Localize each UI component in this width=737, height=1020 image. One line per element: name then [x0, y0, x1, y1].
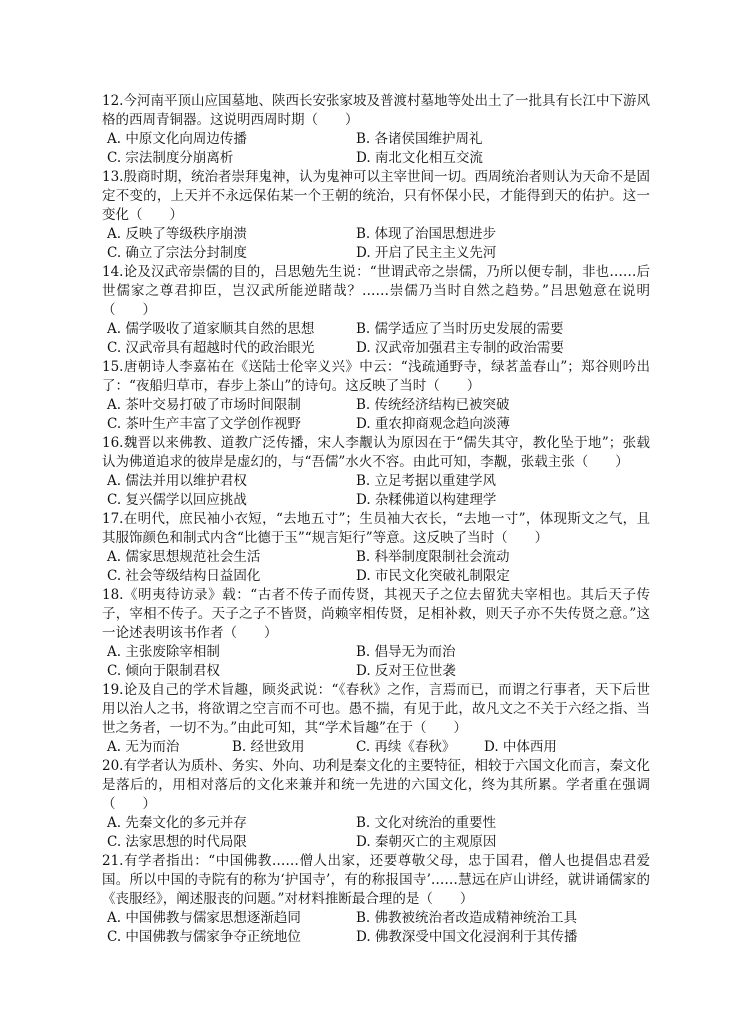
option-row	[102, 491, 650, 510]
option-a[interactable]: A. 先秦文化的多元并存	[107, 815, 247, 831]
option-row	[102, 738, 650, 757]
option-c[interactable]: C. 法家思想的时代局限	[107, 834, 247, 850]
option-a[interactable]: A. 中原文化向周边传播	[107, 131, 247, 147]
option-row	[102, 130, 650, 149]
option-row	[102, 909, 650, 928]
option-d[interactable]: D. 反对王位世袭	[356, 663, 456, 679]
question-stem: 21.有学者指出：“中国佛教……僧人出家，还要尊敬父母，忠于国君，僧人也提倡忠君爱国。所以中国的寺院有的称为‘护国寺’，有的称报国寺’……慧远在庐山讲经，就讲诵儒家的《丧服经》，阐述服丧的问题。”对材料推断最合理的是（ ）	[102, 853, 650, 907]
question-stem: 20.有学者认为质朴、务实、外向、功利是秦文化的主要特征，相较于六国文化而言，秦文化是落后的，用相对落后的文化来兼并和统一先进的六国文化，终为其所累。学者重在强调（ ）	[102, 758, 650, 812]
option-a[interactable]: A. 主张废除宰相制	[107, 644, 220, 660]
option-a[interactable]: A. 儒学吸收了道家顺其自然的思想	[107, 321, 315, 337]
option-row	[102, 643, 650, 662]
question-stem: 13.殷商时期，统治者崇拜鬼神，认为鬼神可以主宰世间一切。西周统治者则认为天命不是固定不变的，上天并不永远保佑某一个王朝的统治，只有怀保小民，才能得到天的佑护。这一变化（ ）	[102, 169, 650, 223]
question-stem: 19.论及自己的学术旨趣，顾炎武说：“《春秋》之作，言焉而已，而谓之行事者，天下后世用以治人之书，将欲谓之空言而不可也。愚不揣，有见于此，故凡文之不关于六经之指、当世之务者，一切不为。”由此可知，其“学术旨趣”在于（ ）	[102, 682, 650, 736]
option-a[interactable]: A. 茶叶交易打破了市场时间限制	[107, 397, 301, 413]
option-b[interactable]: B. 科举制度限制社会流动	[356, 549, 510, 565]
option-d[interactable]: D. 南北文化相互交流	[356, 150, 483, 166]
question-13	[102, 168, 650, 263]
question-20	[102, 757, 650, 852]
option-row	[102, 472, 650, 491]
option-row	[102, 244, 650, 263]
option-d[interactable]: D. 杂糅佛道以构建理学	[356, 492, 497, 508]
option-b[interactable]: B. 儒学适应了当时历史发展的需要	[356, 321, 564, 337]
option-c[interactable]: C. 复兴儒学以回应挑战	[107, 492, 247, 508]
question-21	[102, 852, 650, 947]
option-row	[102, 548, 650, 567]
exam-page	[102, 92, 650, 947]
option-d[interactable]: D. 重农抑商观念趋向淡薄	[356, 416, 510, 432]
option-c[interactable]: C. 倾向于限制君权	[107, 663, 220, 679]
option-c[interactable]: C. 中国佛教与儒家争夺正统地位	[107, 929, 301, 945]
option-c[interactable]: C. 社会等级结构日益固化	[107, 568, 261, 584]
option-b[interactable]: B. 立足考据以重建学风	[356, 473, 497, 489]
question-17	[102, 510, 650, 586]
question-stem: 15.唐朝诗人李嘉祐在《送陆士伦宰义兴》中云：“浅疏通野寺，绿茗盖春山”；郑谷则吟出了：“夜船归草市，春步上茶山”的诗句。这反映了当时（ ）	[102, 359, 650, 394]
question-stem: 17.在明代，庶民袖小衣短，“去地五寸”；生员袖大衣长，“去地一寸”，体现斯文之气，且其服饰颜色和制式内含“比德于玉”“规言矩行”等意。这反映了当时（ ）	[102, 511, 650, 546]
question-12	[102, 92, 650, 168]
option-row	[102, 833, 650, 852]
option-c[interactable]: C. 茶叶生产丰富了文学创作视野	[107, 416, 301, 432]
option-b[interactable]: B. 佛教被统治者改造成精神统治工具	[356, 910, 578, 926]
option-d[interactable]: D. 汉武帝加强君主专制的政治需要	[356, 340, 564, 356]
option-b[interactable]: B. 各诸侯国维护周礼	[356, 131, 483, 147]
option-row	[102, 320, 650, 339]
question-stem: 18.《明夷待访录》载：“古者不传子而传贤，其视天子之位去留犹夫宰相也。其后天子传子，宰相不传子。天子之子不皆贤，尚赖宰相传贤，足相补救，则天子亦不失传贤之意。”这一论述表明该书作者（ ）	[102, 587, 650, 641]
option-d[interactable]: D. 开启了民主主义先河	[356, 245, 497, 261]
question-19	[102, 681, 650, 757]
question-stem: 16.魏晋以来佛教、道教广泛传播，宋人李觏认为原因在于“儒失其守，教化坠于地”；张载认为佛道追求的彼岸是虚幻的，与“吾儒”水火不容。由此可知，李觏，张载主张（ ）	[102, 435, 650, 470]
option-d[interactable]: D. 佛教深受中国文化浸润利于其传播	[356, 929, 578, 945]
question-16	[102, 434, 650, 510]
option-row	[102, 339, 650, 358]
option-c[interactable]: C. 宗法制度分崩离析	[107, 150, 234, 166]
option-row	[102, 567, 650, 586]
option-d[interactable]: D. 市民文化突破礼制限定	[356, 568, 510, 584]
option-row	[102, 662, 650, 681]
option-c[interactable]: C. 再续《春秋》	[356, 739, 456, 755]
option-a[interactable]: A. 儒法并用以维护君权	[107, 473, 247, 489]
option-a[interactable]: A. 反映了等级秩序崩溃	[107, 226, 247, 242]
question-14	[102, 263, 650, 358]
option-d[interactable]: D. 秦朝灭亡的主观原因	[356, 834, 497, 850]
option-b[interactable]: B. 倡导无为而治	[356, 644, 456, 660]
option-a[interactable]: A. 无为而治	[107, 739, 180, 755]
option-a[interactable]: A. 中国佛教与儒家思想逐渐趋同	[107, 910, 301, 926]
question-18	[102, 586, 650, 681]
option-row	[102, 149, 650, 168]
option-b[interactable]: B. 传统经济结构已被突破	[356, 397, 510, 413]
question-stem: 12.今河南平顶山应国墓地、陕西长安张家坡及普渡村墓地等处出土了一批具有长江中下游风格的西周青铜器。这说明西周时期（ ）	[102, 93, 650, 128]
option-row	[102, 928, 650, 947]
question-stem: 14.论及汉武帝崇儒的目的，吕思勉先生说：“世谓武帝之崇儒，乃所以便专制，非也……后世儒家之尊君抑臣，岂汉武所能逆睹哉？……崇儒乃当时自然之趋势。”吕思勉意在说明（ ）	[102, 264, 650, 318]
question-15	[102, 358, 650, 434]
option-b[interactable]: B. 文化对统治的重要性	[356, 815, 497, 831]
option-b[interactable]: B. 体现了治国思想进步	[356, 226, 497, 242]
option-row	[102, 415, 650, 434]
option-c[interactable]: C. 确立了宗法分封制度	[107, 245, 247, 261]
option-row	[102, 225, 650, 244]
option-row	[102, 814, 650, 833]
option-d[interactable]: D. 中体西用	[484, 739, 557, 755]
option-b[interactable]: B. 经世致用	[232, 739, 305, 755]
option-row	[102, 396, 650, 415]
option-c[interactable]: C. 汉武帝具有超越时代的政治眼光	[107, 340, 315, 356]
option-a[interactable]: A. 儒家思想规范社会生活	[107, 549, 261, 565]
